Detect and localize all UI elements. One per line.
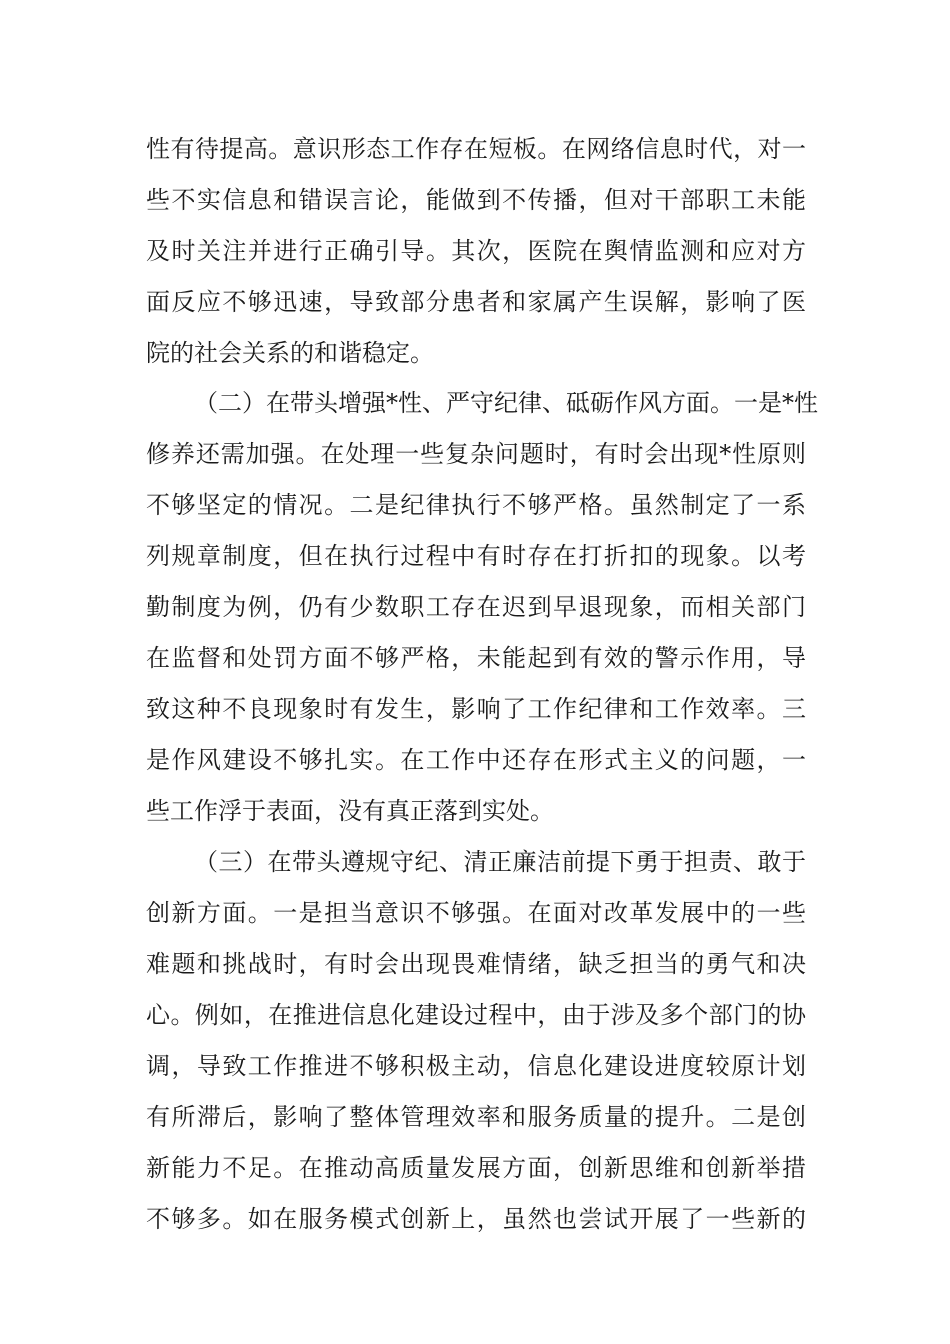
paragraph-line: 面反应不够迅速，导致部分患者和家属产生误解，影响了医	[146, 288, 806, 316]
paragraph-line: 修养还需加强。在处理一些复杂问题时，有时会出现*性原则	[146, 440, 806, 468]
paragraph-line: 些不实信息和错误言论，能做到不传播，但对干部职工未能	[146, 186, 806, 214]
paragraph-line: 院的社会关系的和谐稳定。	[146, 339, 434, 367]
paragraph-line: 是作风建设不够扎实。在工作中还存在形式主义的问题，一	[146, 746, 806, 774]
paragraph-line: 致这种不良现象时有发生，影响了工作纪律和工作效率。三	[146, 695, 806, 723]
paragraph-line: 难题和挑战时，有时会出现畏难情绪，缺乏担当的勇气和决	[146, 950, 806, 978]
paragraph-line: 新能力不足。在推动高质量发展方面，创新思维和创新举措	[146, 1154, 806, 1182]
paragraph-line: 及时关注并进行正确引导。其次，医院在舆情监测和应对方	[146, 237, 806, 265]
paragraph-line: 列规章制度，但在执行过程中有时存在打折扣的现象。以考	[146, 542, 806, 570]
paragraph-line: 性有待提高。意识形态工作存在短板。在网络信息时代，对一	[146, 135, 806, 163]
paragraph-line: 心。例如，在推进信息化建设过程中，由于涉及多个部门的协	[146, 1001, 806, 1029]
paragraph-line: 不够多。如在服务模式创新上，虽然也尝试开展了一些新的	[146, 1205, 806, 1233]
section-heading-line: （三）在带头遵规守纪、清正廉洁前提下勇于担责、敢于	[194, 848, 806, 876]
paragraph-line: 在监督和处罚方面不够严格，未能起到有效的警示作用，导	[146, 644, 806, 672]
paragraph-line: 勤制度为例，仍有少数职工存在迟到早退现象，而相关部门	[146, 593, 806, 621]
paragraph-line: 些工作浮于表面，没有真正落到实处。	[146, 797, 554, 825]
paragraph-line: 有所滞后，影响了整体管理效率和服务质量的提升。二是创	[146, 1103, 806, 1131]
section-heading-line: （二）在带头增强*性、严守纪律、砥砺作风方面。一是*性	[194, 389, 818, 417]
paragraph-line: 调，导致工作推进不够积极主动，信息化建设进度较原计划	[146, 1052, 806, 1080]
paragraph-line: 创新方面。一是担当意识不够强。在面对改革发展中的一些	[146, 899, 806, 927]
paragraph-line: 不够坚定的情况。二是纪律执行不够严格。虽然制定了一系	[146, 491, 806, 519]
